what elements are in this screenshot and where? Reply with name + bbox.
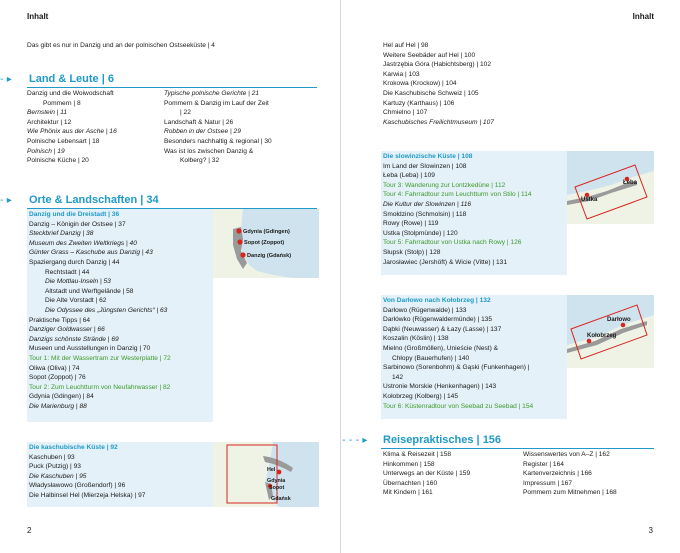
- toc-entry[interactable]: Kołobrzeg (Kolberg) | 145: [383, 392, 459, 400]
- region-entries-darlowo: [383, 296, 593, 411]
- toc-entry[interactable]: Kaschubisches Freilichtmuseum | 107: [383, 118, 494, 126]
- section-column-left: [27, 89, 162, 166]
- intro-entry[interactable]: Das gibt es nur in Danzig und an der polnischen Ostseeküste | 4: [27, 42, 215, 49]
- toc-entry[interactable]: Danzigs schönste Strände | 69: [29, 335, 119, 343]
- map-label: Gdynia (Gdingen): [243, 229, 290, 235]
- map-label: Gdańsk: [271, 496, 291, 502]
- toc-entry[interactable]: Danzig – Königin der Ostsee | 37: [29, 220, 126, 228]
- section-rule: [27, 87, 317, 88]
- map-darlowo-kolobrzeg: [567, 295, 654, 368]
- toc-entry[interactable]: Spaziergang durch Danzig | 44: [29, 258, 120, 266]
- toc-entry[interactable]: Wie Phönix aus der Asche | 16: [27, 128, 117, 136]
- toc-entry[interactable]: Oliwa (Oliva) | 74: [29, 364, 80, 372]
- toc-entry[interactable]: Sarbinowo (Sorenbohm) & Gąski (Funkenhagen) |: [383, 364, 530, 372]
- map-label: Gdynia: [267, 478, 286, 484]
- toc-entry[interactable]: Kartuzy (Karthaus) | 106: [383, 99, 455, 107]
- region-entries-slowinzische: [383, 152, 583, 267]
- map-kaschubische-kueste: [213, 442, 319, 507]
- toc-entry[interactable]: Gdynia (Gdingen) | 84: [29, 393, 94, 401]
- toc-entry[interactable]: Wissenswertes von A–Z | 162: [523, 451, 610, 458]
- toc-entry[interactable]: Puck (Putzig) | 93: [29, 463, 81, 471]
- toc-entry[interactable]: Altstadt und Werftgelände | 58: [45, 287, 134, 295]
- toc-entry[interactable]: Tour 4: Fahrradtour zum Leuchtturm von Stilo | 114: [383, 191, 532, 199]
- section-rule: [381, 448, 654, 449]
- toc-entry[interactable]: Tour 1: Mit der Wassertram zur Westerplatte | 72: [29, 354, 171, 362]
- top-entries: [383, 41, 633, 127]
- toc-entry[interactable]: Rowy (Rowe) | 119: [383, 220, 439, 228]
- arrow-dash-icon: - ▸: [0, 74, 12, 85]
- map-label: Sopot (Zoppot): [244, 240, 285, 246]
- toc-entry[interactable]: Besonders nachhaltig & regional | 30: [164, 137, 272, 145]
- toc-entry[interactable]: Polnische Lebensart | 18: [27, 137, 100, 145]
- toc-entry[interactable]: Die Kultur der Slowinzen | 116: [383, 200, 472, 208]
- toc-entry[interactable]: Tour 6: Küstenradtour von Seebad zu Seebad | 154: [383, 402, 534, 410]
- reise-column-right: [523, 450, 658, 498]
- toc-entry[interactable]: Dąbki (Neuwasser) & Łazy (Lasse) | 137: [383, 325, 502, 333]
- region-title-slowinzische[interactable]: Die slowinzische Küste | 108: [383, 153, 473, 160]
- running-header-right: Inhalt: [632, 12, 654, 21]
- toc-entry[interactable]: Steckbrief Danzig | 38: [29, 230, 94, 238]
- toc-entry[interactable]: Mit Kindern | 161: [383, 489, 433, 497]
- toc-entry[interactable]: Władysławowo (Großendorf) | 96: [29, 482, 126, 490]
- right-page: [340, 0, 680, 553]
- toc-entry[interactable]: Bernstein | 11: [27, 109, 68, 117]
- toc-entry[interactable]: Pommern zum Mitnehmen | 168: [523, 489, 617, 497]
- toc-entry[interactable]: Ustka (Stolpmünde) | 120: [383, 229, 458, 237]
- toc-entry[interactable]: Weitere Seebäder auf Hel | 100: [383, 51, 476, 59]
- toc-entry[interactable]: Darłowo (Rügenwalde) | 133: [383, 306, 467, 314]
- toc-entry[interactable]: Die Alte Vorstadt | 62: [45, 297, 107, 305]
- arrow-dash-icon: - ▸: [0, 195, 12, 206]
- toc-entry[interactable]: Chmielno | 107: [383, 109, 428, 117]
- page-number-left: 2: [27, 526, 32, 536]
- map-slowinzische-kueste: [567, 151, 654, 224]
- toc-entry[interactable]: Die Mottlau-Inseln | 53: [45, 278, 111, 286]
- region-title-darlowo[interactable]: Von Darłowo nach Kołobrzeg | 132: [383, 297, 491, 304]
- toc-entry[interactable]: Praktische Tipps | 64: [29, 316, 91, 324]
- toc-entry[interactable]: Impressum | 167: [523, 479, 572, 487]
- arrow-dash-icon: - - - ▸: [342, 435, 368, 446]
- toc-entry[interactable]: Danziger Goldwasser | 66: [29, 326, 105, 334]
- toc-entry[interactable]: Landschaft & Natur | 26: [164, 118, 234, 126]
- map-graphic-kaschubische: [213, 442, 319, 507]
- toc-entry[interactable]: Smołdzino (Schmolsin) | 118: [383, 210, 467, 218]
- toc-entry[interactable]: Kaschuben | 93: [29, 453, 75, 461]
- map-graphic-darlowo: [567, 295, 654, 368]
- region-entries-danzig: [29, 210, 229, 411]
- toc-entry[interactable]: Danzig und die Woiwodschaft: [27, 90, 114, 97]
- toc-entry[interactable]: Mielno (Großmöllen), Unieście (Nest) &: [383, 344, 499, 352]
- toc-entry[interactable]: Unterwegs an der Küste | 159: [383, 470, 471, 478]
- toc-entry[interactable]: Kartenverzeichnis | 166: [523, 470, 592, 478]
- toc-entry[interactable]: Günter Grass – Kaschube aus Danzig | 43: [29, 249, 153, 257]
- toc-entry[interactable]: Tour 5: Fahrradtour von Ustka nach Rowy | 126: [383, 239, 522, 247]
- section-title-orte-landschaften[interactable]: Orte & Landschaften | 34: [29, 194, 159, 206]
- reise-column-left: [383, 450, 523, 498]
- map-danzig-dreistadt: [213, 209, 319, 278]
- toc-entry[interactable]: Słupsk (Stolp) | 128: [383, 248, 441, 256]
- toc-entry[interactable]: Jarosławiec (Jershöft) & Wicie (Vitte) | 131: [383, 258, 507, 266]
- toc-entry[interactable]: Klima & Reisezeit | 158: [383, 451, 452, 458]
- toc-entry[interactable]: Polnische Küche | 20: [27, 157, 89, 165]
- toc-entry[interactable]: Was ist los zwischen Danzig &: [164, 147, 254, 155]
- map-graphic-danzig: [213, 209, 319, 278]
- toc-entry[interactable]: Polnisch | 19: [27, 147, 65, 155]
- toc-entry[interactable]: 142: [392, 373, 404, 381]
- toc-entry[interactable]: Karwia | 103: [383, 70, 420, 78]
- toc-entry[interactable]: Kolberg? | 32: [180, 157, 220, 165]
- region-title-kaschubische[interactable]: Die kaschubische Küste | 92: [29, 444, 118, 451]
- map-graphic-slowinzische: [567, 151, 654, 224]
- toc-entry[interactable]: Museen und Ausstellungen in Danzig | 70: [29, 345, 151, 353]
- toc-entry[interactable]: Die Marienburg | 88: [29, 402, 87, 410]
- map-label: Hel: [267, 467, 276, 473]
- toc-entry[interactable]: Im Land der Slowinzen | 108: [383, 162, 467, 170]
- toc-entry[interactable]: Jastrzębia Góra (Habichtsberg) | 102: [383, 61, 491, 69]
- section-title-land-leute[interactable]: Land & Leute | 6: [29, 73, 114, 85]
- toc-entry[interactable]: Tour 3: Wanderung zur Lontzkedüne | 112: [383, 181, 506, 189]
- toc-entry[interactable]: Pommern | 8: [43, 99, 81, 107]
- toc-entry[interactable]: Register | 164: [523, 460, 564, 468]
- toc-entry[interactable]: Darłówko (Rügenwaldermünde) | 135: [383, 316, 493, 324]
- running-header-left: Inhalt: [27, 12, 49, 21]
- section-column-right: [164, 89, 319, 166]
- map-label: Łeba: [623, 180, 638, 186]
- toc-entry[interactable]: Die Odyssee des „Jüngsten Gerichts“ | 63: [45, 306, 168, 314]
- toc-entry[interactable]: Typische polnische Gerichte | 21: [164, 90, 260, 97]
- map-label: Danzig (Gdańsk): [247, 253, 292, 259]
- toc-entry[interactable]: Krokowa (Krockow) | 104: [383, 80, 457, 88]
- toc-entry[interactable]: Museum des Zweiten Weltkriegs | 40: [29, 239, 137, 247]
- toc-entry[interactable]: Hinkommen | 158: [383, 460, 435, 468]
- map-label: Kołobrzeg: [587, 333, 617, 339]
- region-entries-kaschubische: [29, 443, 219, 501]
- toc-entry[interactable]: Die Kaschubische Schweiz | 105: [383, 89, 479, 97]
- toc-entry[interactable]: Sopot (Zoppot) | 76: [29, 374, 86, 382]
- toc-entry[interactable]: Chłopy (Bauerhufen) | 140: [392, 354, 470, 362]
- map-label: Darłowo: [607, 317, 631, 323]
- toc-entry[interactable]: Die Halbinsel Hel (Mierzeja Helska) | 97: [29, 491, 146, 499]
- toc-entry[interactable]: Rechtstadt | 44: [45, 268, 90, 276]
- map-label: Sopot: [269, 485, 285, 491]
- toc-entry[interactable]: Łeba (Leba) | 109: [383, 172, 435, 180]
- toc-entry[interactable]: Architektur | 12: [27, 118, 72, 126]
- toc-entry[interactable]: Hel auf Hel | 98: [383, 42, 429, 49]
- region-title-danzig[interactable]: Danzig und die Dreistadt | 36: [29, 211, 120, 218]
- section-title-reisepraktisches[interactable]: Reisepraktisches | 156: [383, 434, 502, 446]
- toc-entry[interactable]: Die Kaschuben | 95: [29, 472, 87, 480]
- toc-entry[interactable]: Koszalin (Köslin) | 138: [383, 335, 449, 343]
- toc-entry[interactable]: Robben in der Ostsee | 29: [164, 128, 241, 136]
- toc-entry[interactable]: Pommern & Danzig im Lauf der Zeit: [164, 99, 269, 107]
- toc-entry[interactable]: | 22: [180, 109, 191, 117]
- map-label: Ustka: [581, 197, 598, 203]
- toc-entry[interactable]: Tour 2: Zum Leuchtturm von Neufahrwasser | 82: [29, 383, 171, 391]
- toc-entry[interactable]: Ustronie Morskie (Henkenhagen) | 143: [383, 383, 497, 391]
- toc-entry[interactable]: Übernachten | 160: [383, 479, 438, 487]
- page-number-right: 3: [648, 526, 653, 536]
